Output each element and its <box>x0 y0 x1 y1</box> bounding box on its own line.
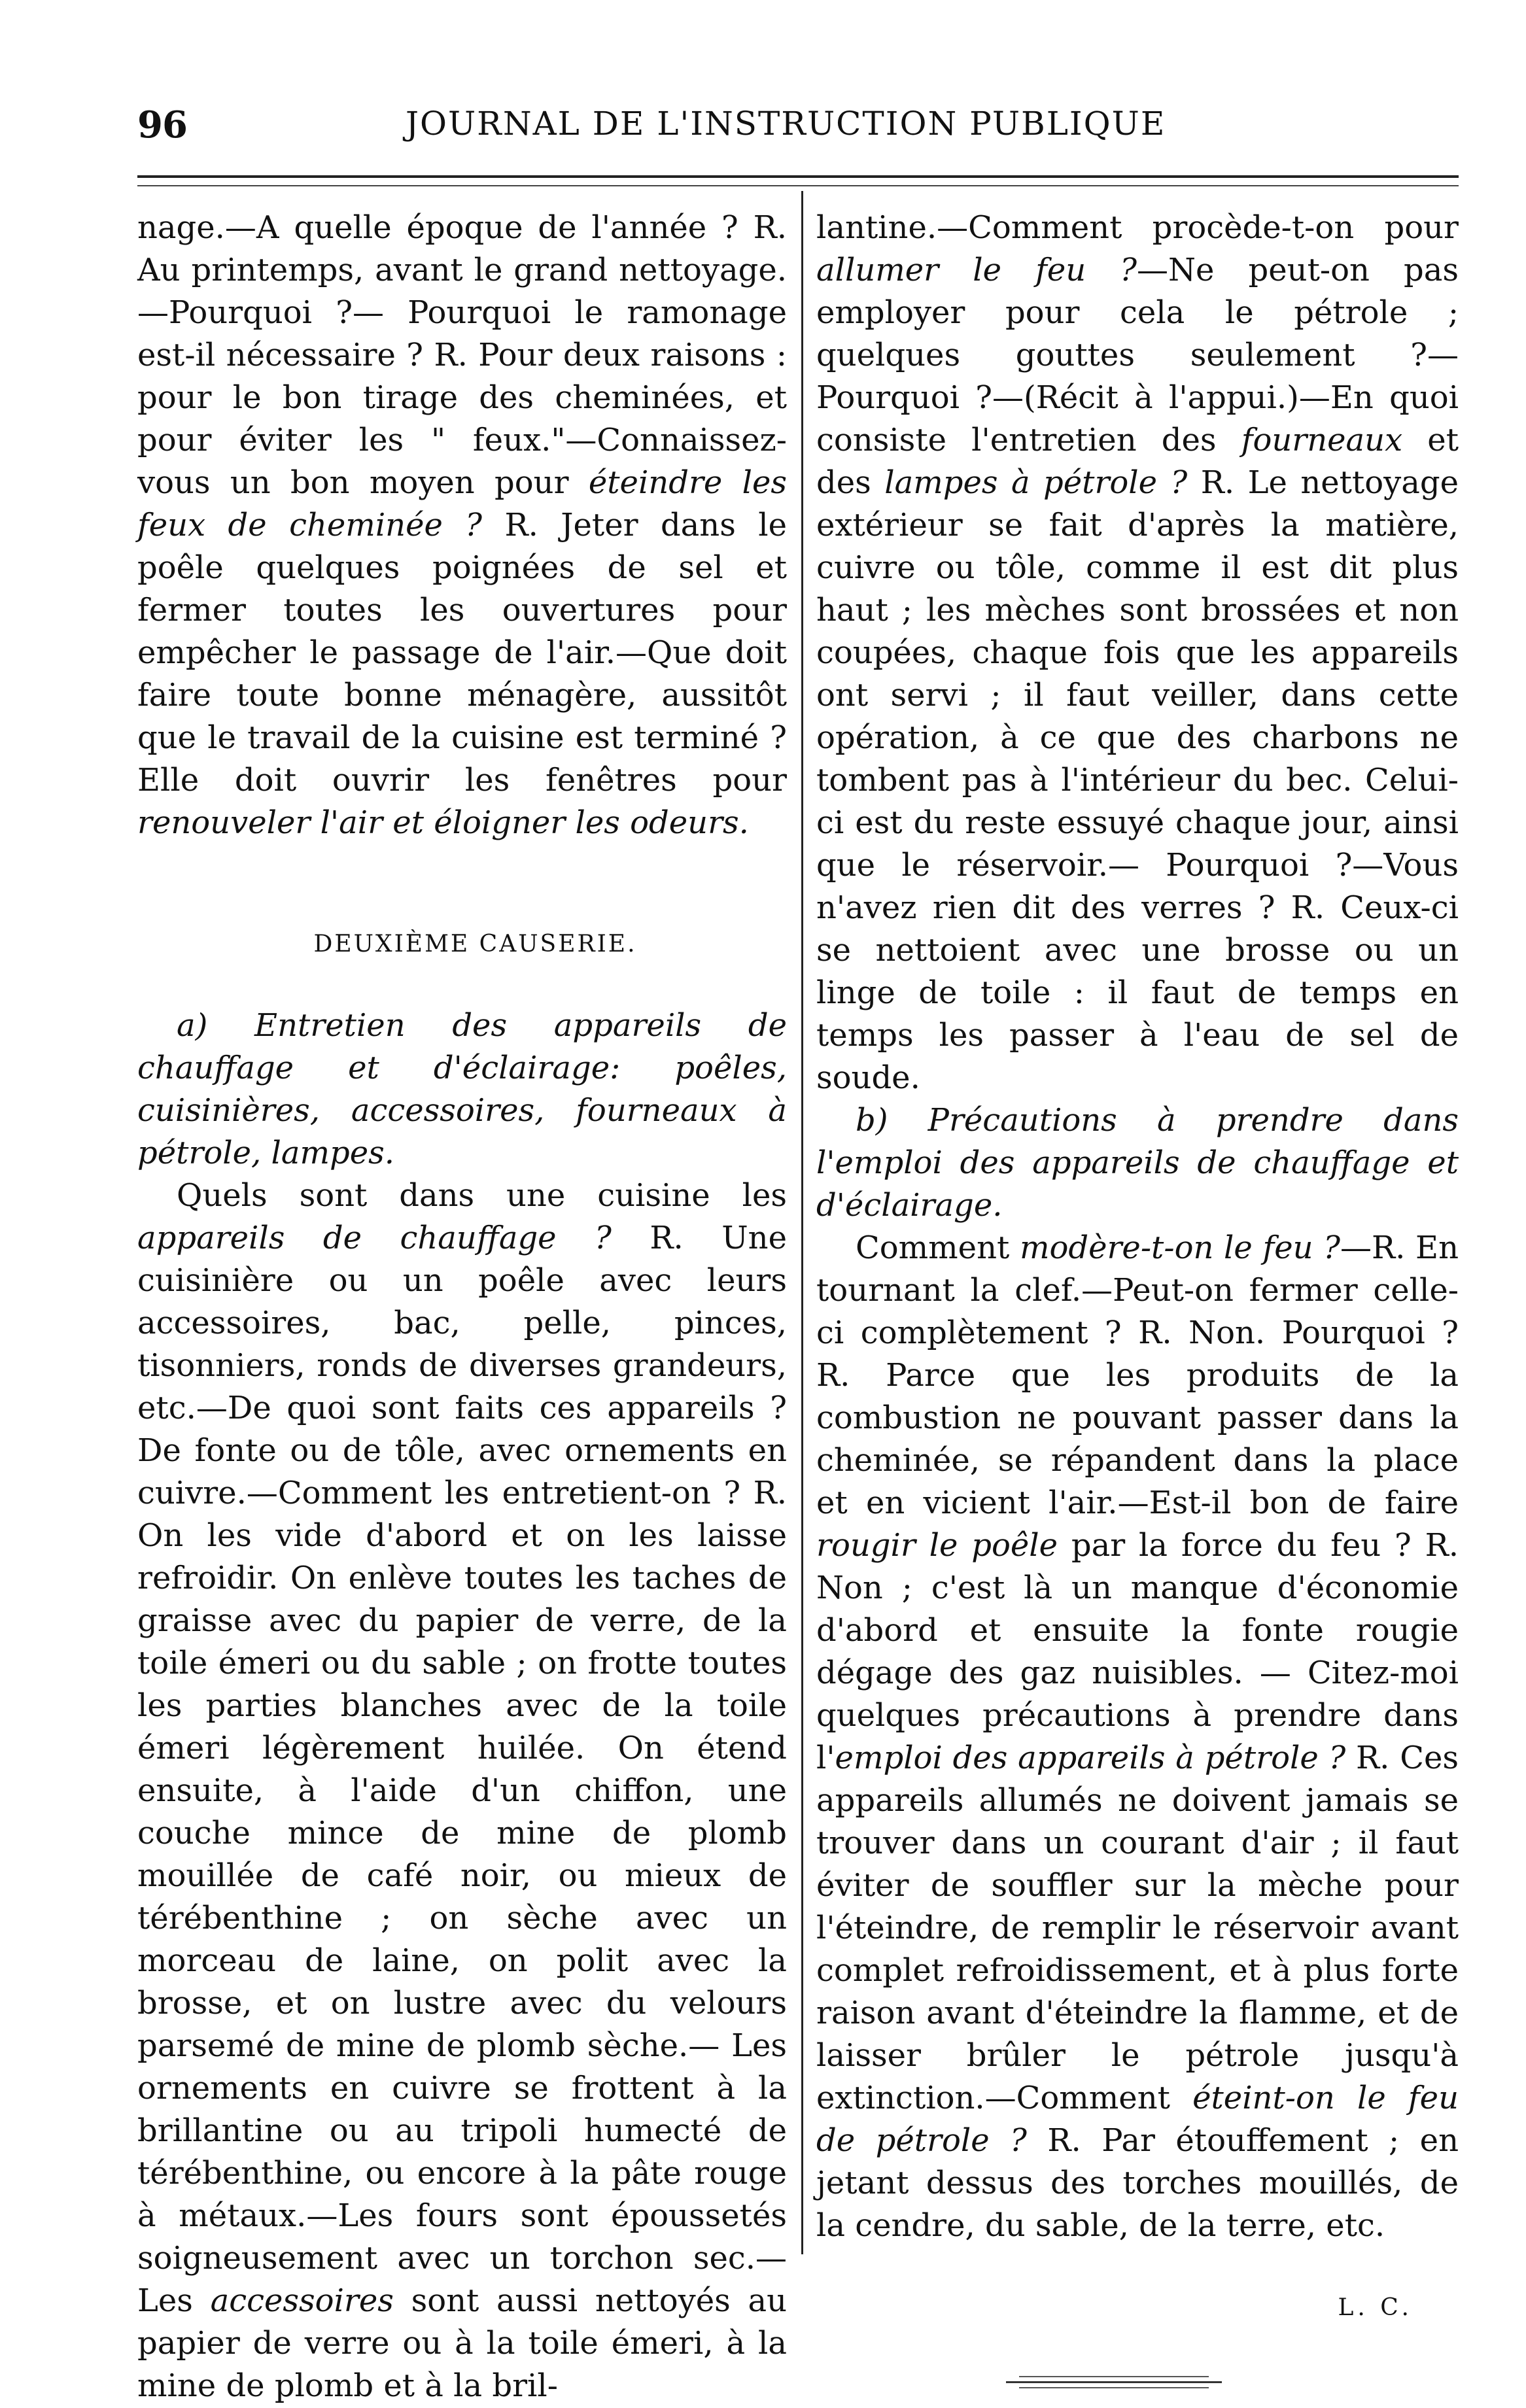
left-column <box>137 207 787 2407</box>
ornament-line <box>1019 2376 1209 2377</box>
ornament-line <box>1006 2381 1222 2383</box>
italic-run: fourneaux <box>1241 422 1403 458</box>
text-run: R. Ces appareils allumés ne doivent jamais se trouver dans un courant d'air ; il faut éviter de souffler sur la mèche pour l'éteindre, de remplir le réservoir avant complet refroidissement, et à plus forte raison avant d'éteindre la flamme, et de laisser brûler le pétrole jusqu'à extinction.—Comment <box>816 1740 1459 2116</box>
italic-run: allumer le feu ? <box>816 252 1137 288</box>
text-run: R. Jeter dans le poêle quelques poignées de sel et fermer toutes les ouvertures pour empêcher le passage de l'air.—Que doit faire toute bonne ménagère, aussitôt que le travail de la cuisine est terminé ? Elle doit ouvrir les fenêtres pour <box>137 507 788 799</box>
paragraph-2 <box>137 1175 787 2407</box>
text-run: R. Le nettoyage extérieur se fait d'après la matière, cuivre ou tôle, comme il est dit plus haut ; les mèches sont brossées et non coupées, chaque fois que les appareils ont servi ; il faut veiller, dans cette opération, à ce que des charbons ne tombent pas à l'intérieur du bec. Celui-ci est du reste essuyé chaque jour, ainsi que le réservoir.— Pourquoi ?—Vous n'avez rien dit des verres ? R. Ceux-ci se nettoient avec une brosse ou un linge de toile : il faut de temps en temps les passer à l'eau de sel de soude. <box>816 464 1459 1096</box>
header-rule-thin <box>137 185 1459 186</box>
column-divider <box>801 191 803 2254</box>
subheading-b: b) Précautions à prendre dans l'emploi des appareils de chauffage et d'éclairage. <box>816 1102 1459 1224</box>
spacer <box>137 844 787 923</box>
italic-run: renouveler l'air et éloigner les odeurs. <box>137 804 749 841</box>
paragraph-1 <box>137 207 787 844</box>
text-run: nage.—A quelle époque de l'année ? R. Au printemps, avant le grand nettoyage. —Pourquoi ?— Pourquoi le ramonage est-il nécessaire ? R. Pour deux raisons : pour le bon tirage des cheminées, et pour éviter les " feux."—Connaissez-vous un bon moyen pour <box>137 209 787 501</box>
text-run: —Ne peut-on pas employer pour cela le pétrole ; quelques gouttes seulement ?—Pourquoi ?—(Récit à l'appui.)—En quoi consiste l'entretien des <box>816 252 1459 458</box>
text-run: sont aussi nettoyés au papier de verre ou à la toile émeri, à la mine de plomb et à la bril- <box>137 2282 788 2404</box>
page-header <box>137 98 1459 157</box>
italic-run: rougir le poêle <box>816 1527 1058 1564</box>
text-run: Quels sont dans une cuisine les <box>177 1177 787 1214</box>
italic-run: emploi des appareils à pétrole ? <box>835 1740 1346 1776</box>
end-ornament <box>1006 2375 1222 2390</box>
subheading-a: a) Entretien des appareils de chauffage et d'éclairage: poêles, cuisinières, accessoires, fourneaux à pétrole, lampes. <box>137 1007 787 1171</box>
italic-run: lampes à pétrole ? <box>884 464 1188 501</box>
paragraph-3 <box>816 207 1459 1099</box>
italic-run: éteindre les feux de cheminée ? <box>137 464 787 543</box>
header-rule-thick <box>137 175 1459 178</box>
text-run: lantine.—Comment procède-t-on pour <box>816 209 1459 246</box>
text-run: par la force du feu ? R. Non ; c'est là un manque d'économie d'abord et ensuite la fonte rougie dégage des gaz nuisibles. — Citez-moi quelques précautions à prendre dans l' <box>816 1527 1459 1776</box>
running-title: JOURNAL DE L'INSTRUCTION PUBLIQUE <box>406 105 1166 143</box>
text-run: R. Par étouffement ; en jetant dessus des torches mouillés, de la cendre, du sable, de la terre, etc. <box>816 2122 1459 2244</box>
paragraph-4 <box>816 1227 1459 2247</box>
right-column <box>816 207 1459 2390</box>
italic-run: modère-t-on le feu ? <box>1019 1230 1340 1266</box>
text-run: R. Une cuisinière ou un poêle avec leurs accessoires, bac, pelle, pinces, tisonniers, ronds de diverses grandeurs, etc.—De quoi sont faits ces appareils ? De fonte ou de tôle, avec ornements en cuivre.—Comment les entretient-on ? R. On les vide d'abord et on les laisse refroidir. On enlève toutes les taches de graisse avec du papier de verre, de la toile émeri ou du sable ; on frotte toutes les parties blanches avec de la toile émeri légèrement huilée. On étend ensuite, à l'aide d'un chiffon, une couche mince de mine de plomb mouillée de café noir, ou mieux de térébenthine ; on sèche avec un morceau de laine, on polit avec la brosse, et on lustre avec du velours parsemé de mine de plomb sèche.— Les ornements en cuivre se frottent à la brillantine ou au tripoli humecté de térébenthine, ou encore à la pâte rouge à métaux.—Les fours sont époussetés soigneusement avec un torchon sec.—Les <box>137 1220 787 2319</box>
italic-run: accessoires <box>210 2282 394 2319</box>
section-heading: DEUXIÈME CAUSERIE. <box>313 931 637 957</box>
text-run: et des <box>816 422 1459 501</box>
italic-run: éteint-on le feu de pétrole ? <box>816 2080 1459 2159</box>
italic-run: appareils de chauffage ? <box>137 1220 612 1256</box>
ornament-line <box>1019 2387 1209 2388</box>
page-number: 96 <box>137 103 187 146</box>
text-run: Comment <box>856 1230 1020 1266</box>
text-run: —R. En tournant la clef.—Peut-on fermer celle-ci complètement ? R. Non. Pourquoi ? R. Parce que les produits de la combustion ne pouvant passer dans la cheminée, se répandent dans la place et en vicient l'air.—Est-il bon de faire <box>816 1230 1459 1521</box>
author-signature: L. C. <box>1338 2294 1413 2321</box>
